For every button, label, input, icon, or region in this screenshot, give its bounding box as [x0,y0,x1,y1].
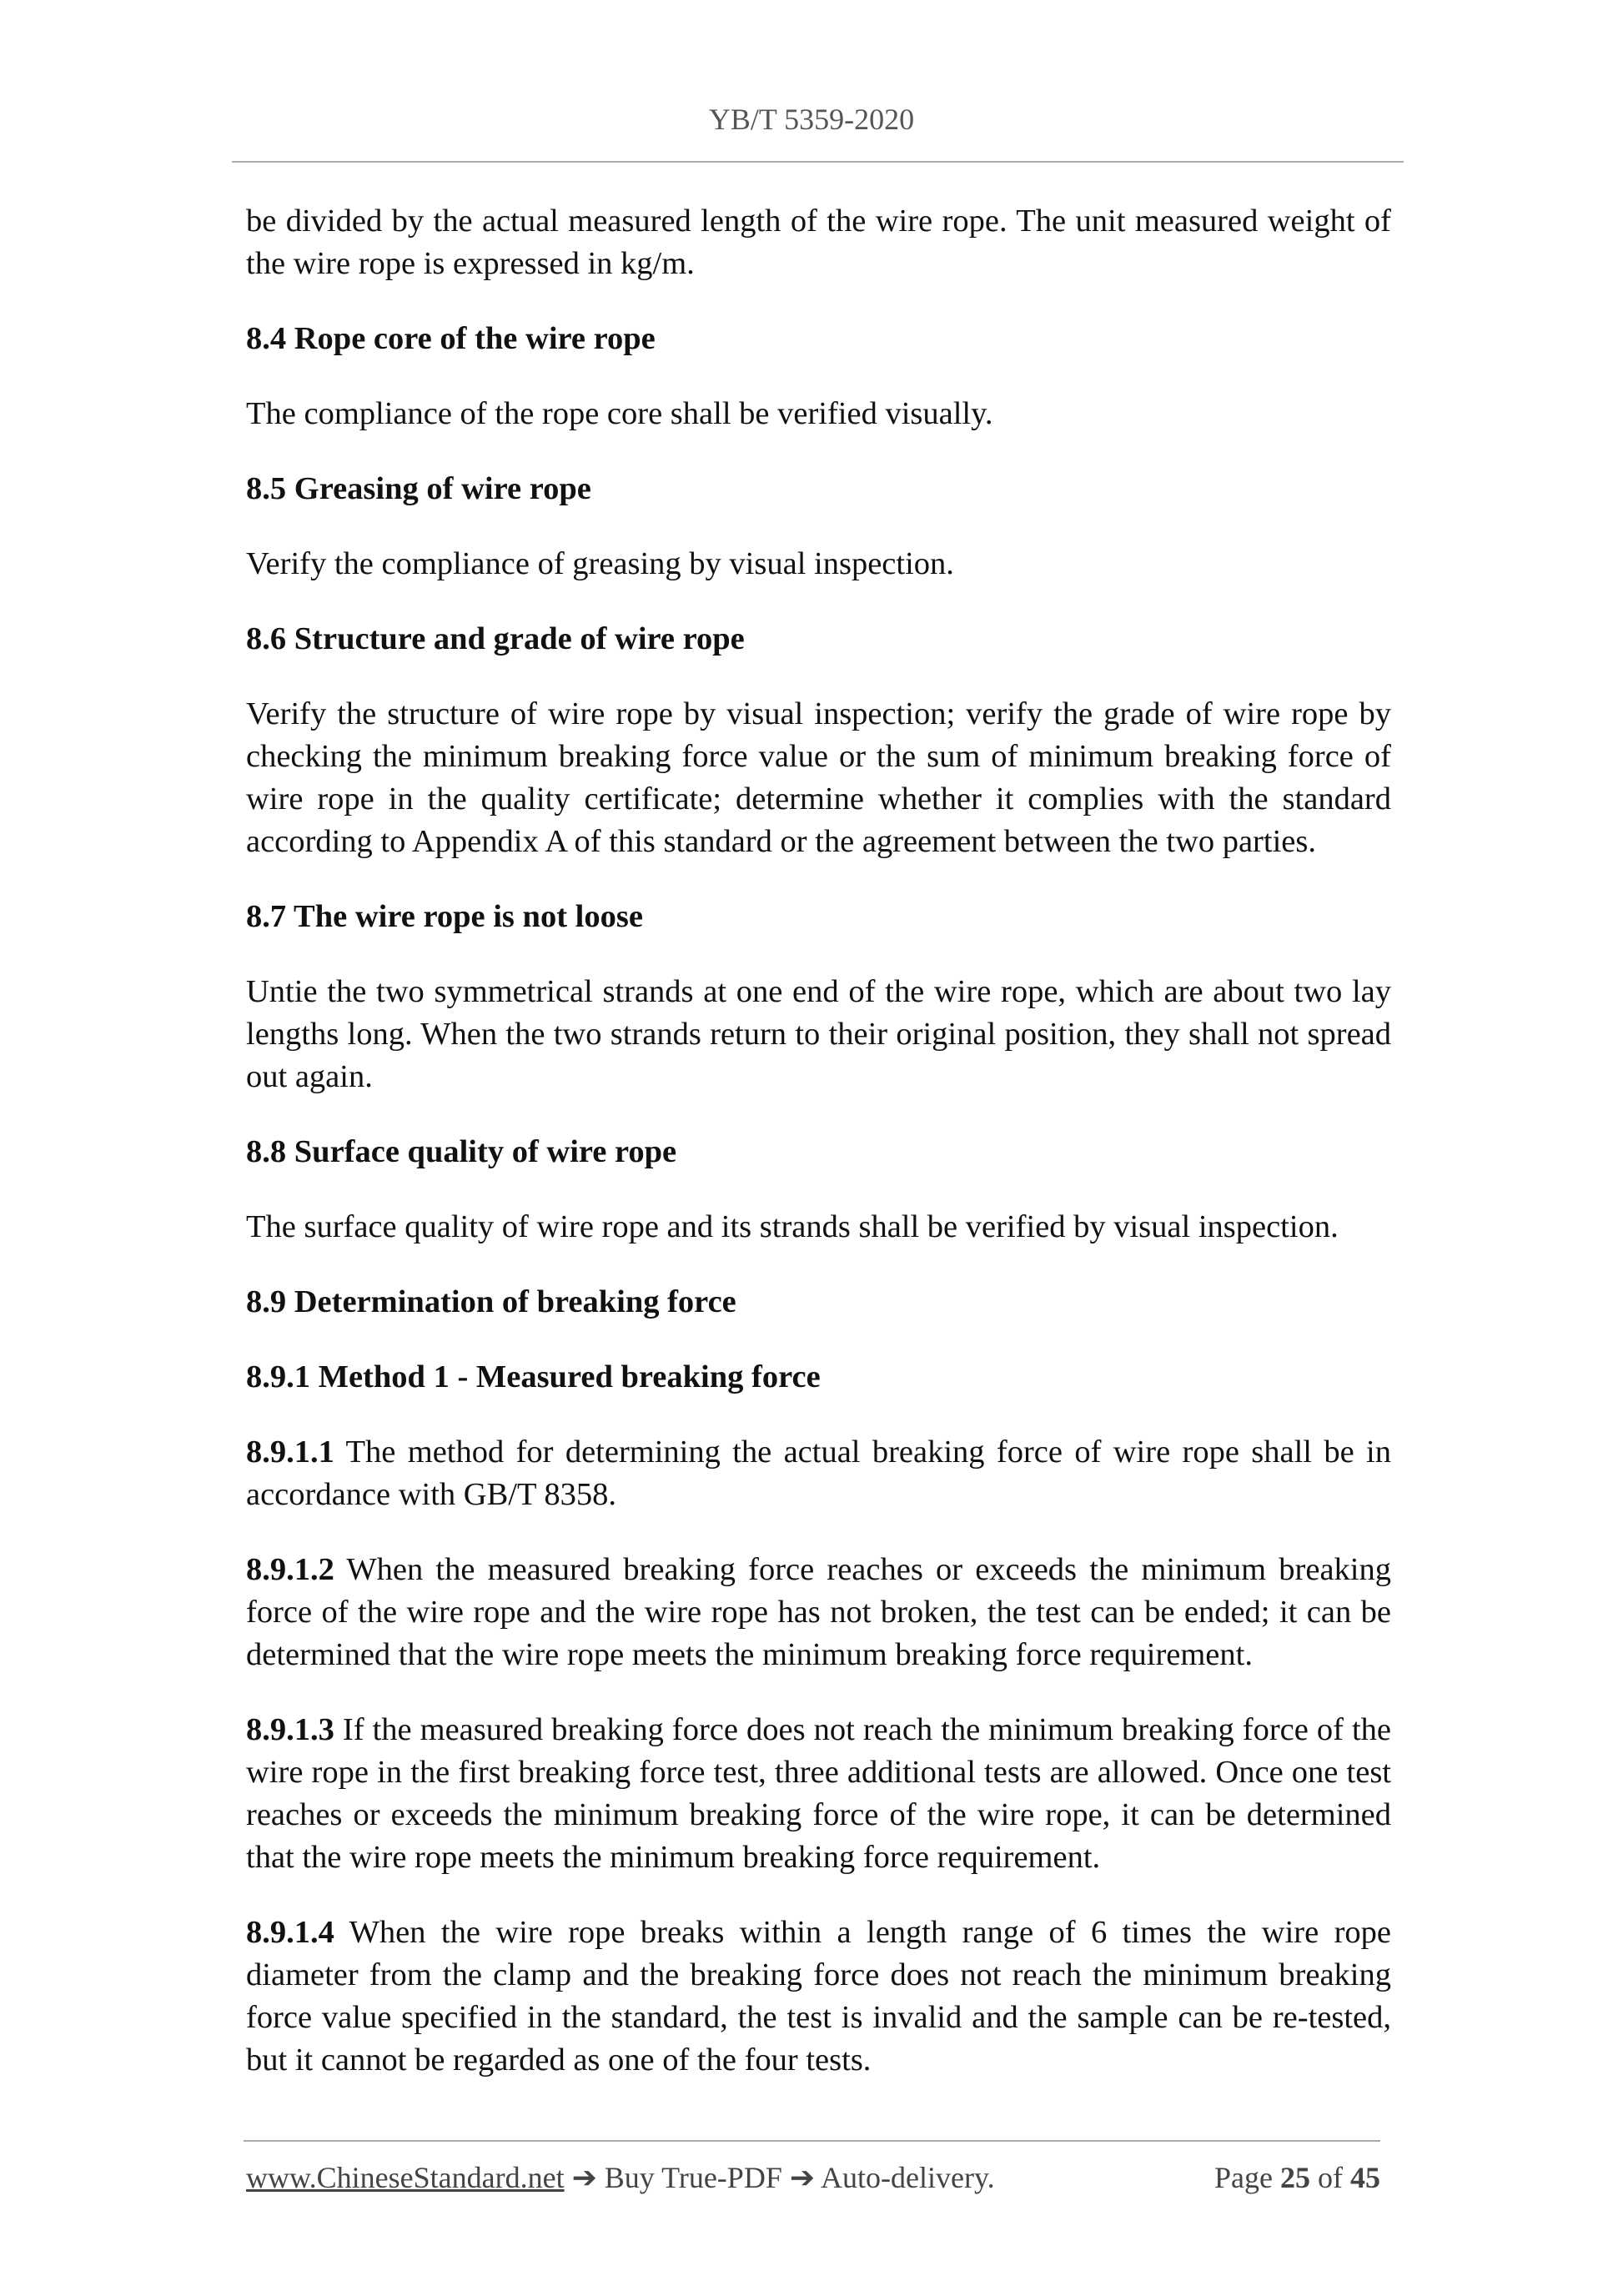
clause-number: 8.9.1.2 [246,1552,334,1587]
paragraph: The surface quality of wire rope and its strands shall be verified by visual inspection. [246,1209,1339,1244]
clause-text: When the wire rope breaks within a length range of 6 times the wire rope diameter from the clamp and the breaking force does not reach the minimum breaking force value specified in the standard, the test is invalid and the sample can be re-tested, but it cannot be regarded as one of the four tests. [246,1915,1391,2077]
section-heading: 8.5 Greasing of wire rope [246,471,591,506]
section-heading: 8.9.1 Method 1 - Measured breaking force [246,1359,821,1394]
numbered-clause [246,1709,1391,1879]
section-heading: 8.7 The wire rope is not loose [246,899,643,934]
footer-promo: ➔ Buy True-PDF ➔ Auto-delivery. [564,2161,995,2194]
paragraph: be divided by the actual measured length of the wire rope. The unit measured weight of the wire rope is expressed in kg/m. [246,203,1391,281]
clause-text: When the measured breaking force reaches or exceeds the minimum breaking force of the wire rope and the wire rope has not broken, the test can be ended; it can be determined that the wire rope meets the minimum breaking force requirement. [246,1552,1391,1672]
paragraph: Verify the compliance of greasing by visual inspection. [246,546,954,581]
clause-text: The method for determining the actual breaking force of wire rope shall be in accordance with GB/T 8358. [246,1434,1391,1512]
paragraph: Verify the structure of wire rope by visual inspection; verify the grade of wire rope by checking the minimum breaking force value or the sum of minimum breaking force of wire rope in the quality certificate; determine whether it complies with the standard according to Appendix A of this standard or the agreement between the two parties. [246,696,1391,859]
paragraph: Untie the two symmetrical strands at one end of the wire rope, which are about two lay lengths long. When the two strands return to their original position, they shall not spread out again. [246,974,1391,1094]
section-heading: 8.9 Determination of breaking force [246,1284,736,1319]
paragraph: The compliance of the rope core shall be verified visually. [246,396,993,431]
document-body [246,200,1391,2114]
page-number: Page 25 of 45 [1214,2161,1380,2194]
footer-left [246,2160,995,2195]
clause-number: 8.9.1.1 [246,1434,334,1470]
clause-number: 8.9.1.3 [246,1712,334,1747]
header-divider [232,161,1404,163]
numbered-clause [246,1549,1391,1676]
page-footer [246,2160,1380,2195]
numbered-clause [246,1912,1391,2082]
section-heading: 8.4 Rope core of the wire rope [246,321,656,356]
footer-divider [244,2140,1380,2142]
website-link[interactable]: www.ChineseStandard.net [246,2161,565,2194]
section-heading: 8.6 Structure and grade of wire rope [246,621,745,656]
numbered-clause [246,1431,1391,1516]
clause-number: 8.9.1.4 [246,1915,334,1950]
section-heading: 8.8 Surface quality of wire rope [246,1134,677,1169]
clause-text: If the measured breaking force does not reach the minimum breaking force of the wire rope in the first breaking force test, three additional tests are allowed. Once one test reaches or exceeds the minimum breaking force of the wire rope, it can be determined that the wire rope meets the minimum breaking force requirement. [246,1712,1391,1875]
running-header: YB/T 5359-2020 [708,103,915,136]
